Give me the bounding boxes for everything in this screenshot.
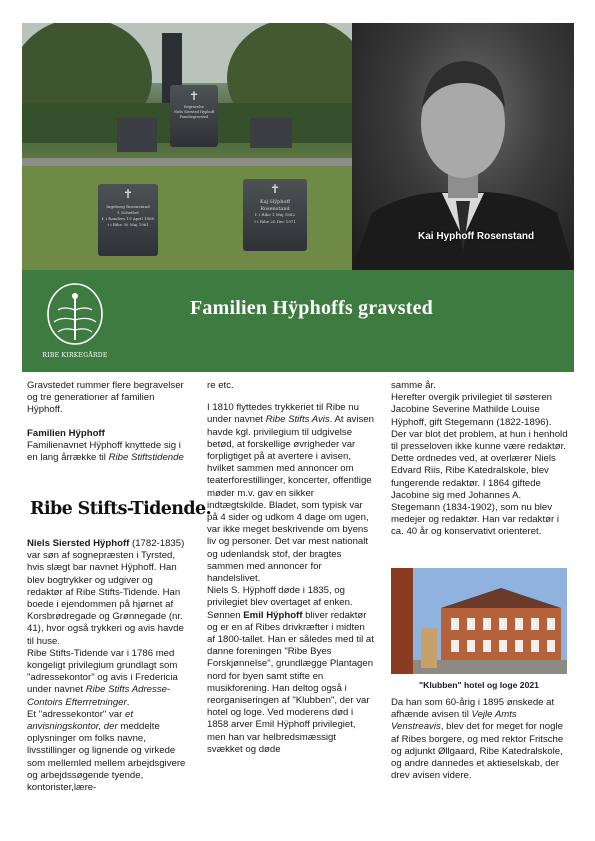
paragraph: Niels Siersted Hÿphoff (1782-1835) var søn af sognepræsten i Tyrsted, hvis slægt bar navnet Hÿphoff. Han blev bogtrykker og udgiver og redaktør af Ribe Stifts-Tidende. Han boede i ejendommen på hjørnet af Korsbrødregade og Grønnegade (nr. 41), hvor også trykkeri og avis havde til huse. xyxy=(27,538,185,647)
headstone-right-line: Kaj Hÿphoff xyxy=(259,199,291,205)
paragraph: Familienavnet Hÿphoff knyttede sig i en lang årrække til Ribe Stiftstidende xyxy=(27,439,184,464)
text-column-1-lower xyxy=(27,538,190,794)
hotel-photo xyxy=(391,568,567,674)
paragraph: I 1810 flyttedes trykkeriet til Ribe nu under navnet Ribe Stifts Avis. At avisen havde kgl. privilegium til udgivelse betød, at forskellige øvrigheder var forpligtiget på at avertere i avisen, hvilket sammen med annoncer om teaterforestillinger, koncerter, offentlige møder m.v. gav en sikker indtægtskilde. Bladet, som typisk var på 4 sider og udkom 4 dage om ugen, var ikke meget beskrivende om byens liv og personer. Det var mest nationalt og udenlandsk stof, der bragtes sammen med annoncer for handelslivet. xyxy=(207,402,374,585)
headstone-left-line: f. Scheibel xyxy=(117,210,139,215)
headstone-right-line: Rosenstand xyxy=(260,205,290,212)
ribe-kirkegaarde-logo xyxy=(40,280,110,364)
headstone-left-line: † i Ribe 30 Maj 1961 xyxy=(107,222,149,227)
paragraph: Ribe Stifts-Tidende var i 1786 med kongeligt privilegium grundlagt som "adressekontor" og avis i Fredericia under navnet Ribe Stifts Adresse-Contoirs Efterrretninger. xyxy=(27,647,178,708)
text-column-1 xyxy=(27,380,190,464)
paragraph: Da han som 60-årig i 1895 ønskede at afhænde avisen til Vejle Amts Venstreavis, blev det for meget for nogle af Ribes borgere, og med rektor Fritsche og adjunkt Øllgaard, Ribe Katedralskole, og andre dannedes et aktieselskab, der drev avisen videre. xyxy=(391,697,564,782)
paragraph: Et "adressekontor" var et anvisningskontor, der meddelte oplysninger om folks navne, livsstillinger og lignende og virkede som mellemled mellem arbejdsgivere og arbejdssøgende tyende, kontorister,lære- xyxy=(27,708,186,794)
headstone-upper-line: Familiegravsted xyxy=(179,115,209,119)
text-column-2 xyxy=(207,380,374,756)
headstone-right-line: f. i Ribe 1 Maj 1882 xyxy=(255,212,295,217)
page-title: Familien Hÿphoffs gravsted xyxy=(190,297,433,319)
paragraph: Niels S. Hÿphoff døde i 1835, og privilegiet blev overtaget af enken. Sønnen Emil Hÿphoff bliver redaktør og er en af Ribes drivkræfter i midten af 1800-tallet. Han er således med til at danne foreningen "Ribe Byes Forskjønnelse", grundlægge Plantagen nord for byen samt stifte en musikforening. Han deltog også i reorganiseringen af "Klubben", der var hotel og loge. Ved moderens død i 1858 arver Emil Hÿphoff privilegiet, men han var helbredsmæssigt svækket og døde xyxy=(207,585,374,755)
portrait-caption: Kai Hyphoff Rosenstand xyxy=(418,231,535,242)
logo-text: RIBE KIRKEGÅRDE xyxy=(42,352,108,359)
paragraph: re etc. xyxy=(207,380,234,391)
headstone-upper-line: Niels Siersted Hÿphoff xyxy=(173,110,215,114)
hotel-photo-caption: "Klubben" hotel og loge 2021 xyxy=(419,680,539,690)
headstone-upper-line: Begravelse xyxy=(184,105,204,109)
section-heading: Familien Hÿphoff xyxy=(27,427,105,439)
headstone-left-line: f. i Randers 19 April 1889 xyxy=(101,216,155,221)
gravestone-photo: ✝ Begravelse Niels Siersted Hÿphoff Familiegravsted ✝ Ingeborg Rosenstand f. Scheibel f. i Randers 19 April 1889 † i Ribe 30 Maj 1961 ✝ Kaj Hÿphoff Rosenstand f. i Ribe 1 Maj 1882 † i Ribe 20 Dec 1971 xyxy=(22,23,352,270)
headstone-left-line: Ingeborg Rosenstand xyxy=(106,204,150,209)
intro-paragraph: Gravstedet rummer flere begravelser og tre generationer af familien Hÿphoff. xyxy=(27,380,184,416)
newspaper-masthead: Ribe Stifts-Tidende. xyxy=(30,499,212,519)
text-column-3 xyxy=(391,380,568,539)
paragraph: samme år. xyxy=(391,380,436,391)
paragraph: Herefter overgik privilegiet til søsteren Jacobine Severine Mathilde Louise Hÿphoff, gift Stegemann (1822-1896). Der var blot det problem, at hun i henhold til presseloven ikke kunne være redaktør. Dette ordnedes ved, at overlærer Niels Edvard Riis, Ribe Katedralskole, blev fungerende redaktør. I 1864 giftede Jacobine sig med Johannes A. Stegemann (1834-1902), som nu blev medejer og redaktør. Han var redaktør i ca. 40 år og konservativt orienteret. xyxy=(391,392,568,538)
headstone-right-line: † i Ribe 20 Dec 1971 xyxy=(254,218,296,224)
text-column-3-lower xyxy=(391,697,568,782)
